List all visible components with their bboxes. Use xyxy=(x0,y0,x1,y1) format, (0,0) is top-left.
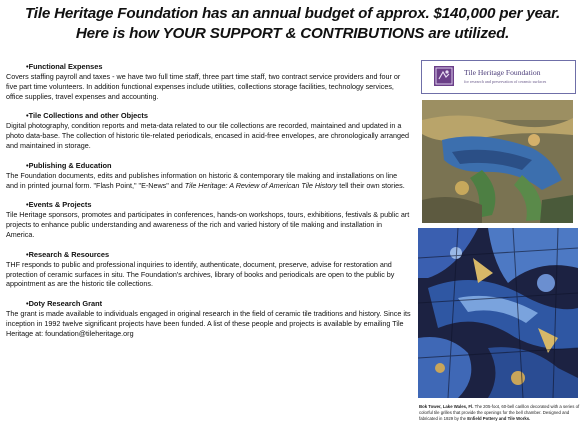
section-title: •Tile Collections and other Objects xyxy=(26,111,148,121)
caption-maker: Enfield Pottery and Tile Works. xyxy=(467,416,531,421)
section-body-text: The Foundation documents, edits and publishes information on historic & contemporary tile making and installations on line and in printed journal form. "Flash Point," "E-News" and xyxy=(6,170,398,190)
section-title: •Publishing & Education xyxy=(26,160,112,170)
section-body-text: tell their own stories. xyxy=(337,180,405,190)
section-title: •Functional Expenses xyxy=(26,62,103,71)
section-publishing-education xyxy=(6,161,411,191)
section-events-projects xyxy=(6,200,411,239)
section-functional-expenses xyxy=(6,62,411,101)
section-body xyxy=(6,171,411,191)
caption-location: Bok Tower, Lake Wales, Fl. xyxy=(419,404,474,409)
mosaic-tile-photo xyxy=(418,228,578,398)
section-body: THF responds to public and professional inquiries to identify, authenticate, document, preserve, advise for restoration and protection of ceramic surfaces in situ. The Foundation's archives, library of books and periodicals are open to the public by appointment as are the historic tile collections. xyxy=(6,259,395,289)
headline xyxy=(0,4,585,44)
foundation-logo xyxy=(421,60,576,94)
logo-mark-icon xyxy=(434,66,454,86)
headline-line-2: Here is how YOUR SUPPORT & CONTRIBUTIONS are utilized. xyxy=(75,25,510,42)
section-tile-collections xyxy=(6,111,411,150)
section-research-resources xyxy=(6,250,411,289)
section-title: •Events & Projects xyxy=(26,200,92,210)
bird-tile-photo xyxy=(422,100,573,223)
content-column xyxy=(6,62,411,349)
journal-title: Tile Heritage: A Review of American Tile History xyxy=(184,180,338,190)
section-doty-research-grant xyxy=(6,299,411,338)
section-body: Digital photography, condition reports and meta-data related to our tile collections are recorded, maintained and updated in a photo data-base. The collection of historic tile-related periodicals, encased in acid-free envelopes, are chronologically arranged and maintained in storage. xyxy=(6,121,410,150)
logo-tagline: for research and preservation of ceramic surfaces xyxy=(464,79,547,84)
headline-line-1: Tile Heritage Foundation has an annual budget of approx. $140,000 per year. xyxy=(25,5,560,22)
logo-name: Tile Heritage Foundation xyxy=(464,68,541,77)
caption-text: The 205-foot, 60-bell carillon decorated with a series of colorful tile grilles that provide the openings for the bell chamber. Designed and fabricated in 1929 by the xyxy=(419,404,580,421)
section-body: Covers staffing payroll and taxes - we have two full time staff, three part time staff, two contract service providers and four or five part time volunteers. In addition functional expenses include utilities, collections storage facilities, technology services, office supplies, travel expenses and accounting. xyxy=(6,72,401,101)
section-title: •Doty Research Grant xyxy=(26,299,103,309)
section-body: The grant is made available to individuals engaged in original research in the field of ceramic tile traditions and history. Since its inception in 1992 twelve significant projects have been funded. A list of these people and projects is available by emailing Tile Heritage at: foundation@tileheritage.org xyxy=(6,309,411,338)
section-body: Tile Heritage sponsors, promotes and participates in conferences, hands-on workshops, tours, exhibitions, festivals & public art projects to enhance public understanding and awareness of the rich and varied history of tile making and installation in America. xyxy=(6,210,410,239)
photo-caption xyxy=(419,404,581,422)
section-title: •Research & Resources xyxy=(26,249,110,259)
